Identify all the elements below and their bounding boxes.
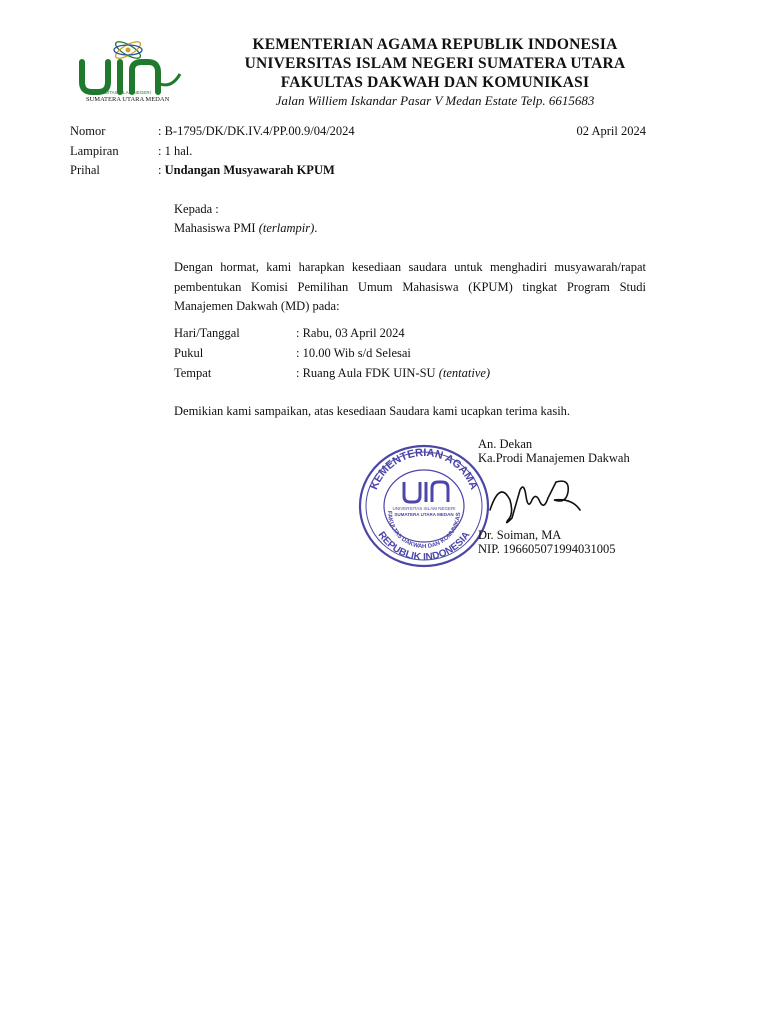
signature-icon: [486, 470, 596, 530]
faculty-heading: FAKULTAS DAKWAH DAN KOMUNIKASI: [280, 74, 590, 91]
detail-label: Pukul: [174, 346, 204, 360]
stamp-ring-text: FAKULTAS DAKWAH DAN KOMUNIKAS: [385, 510, 463, 551]
closing-sentence: Demikian kami sampaikan, atas kesediaan Saudara kami ucapkan terima kasih.: [174, 404, 571, 418]
address-line: Jalan Williem Iskandar Pasar V Medan Estate Telp. 6615683: [275, 93, 595, 108]
university-heading: UNIVERSITAS ISLAM NEGERI SUMATERA UTARA: [244, 55, 626, 72]
kepada-label: Kepada :: [174, 202, 219, 216]
prihal-colon: :: [158, 163, 165, 177]
detail-value-row: [296, 366, 490, 381]
stamp-top-text: KEMENTERIAN AGAMA: [368, 446, 480, 492]
svg-text:KEMENTERIAN AGAMA: [368, 447, 480, 492]
detail-extra: (tentative): [438, 366, 491, 380]
ministry-heading: KEMENTERIAN AGAMA REPUBLIK INDONESIA: [252, 36, 618, 53]
recipient-line: [174, 221, 317, 236]
recipient-name: Mahasiswa PMI: [174, 221, 259, 235]
prihal-label: Prihal: [70, 163, 100, 177]
logo-caption-bottom: SUMATERA UTARA MEDAN: [86, 96, 170, 103]
signatory-name: Dr. Soiman, MA: [478, 528, 562, 542]
detail-label: Hari/Tanggal: [174, 326, 240, 340]
stamp-bottom-text: REPUBLIK INDONESIA: [375, 529, 473, 564]
signature-on-behalf: An. Dekan: [478, 437, 533, 451]
detail-value: : Ruang Aula FDK UIN-SU: [296, 366, 439, 380]
detail-value: : Rabu, 03 April 2024: [296, 326, 405, 340]
recipient-note-end: .: [314, 221, 318, 235]
handwritten-signature: [486, 470, 596, 530]
nomor-label: Nomor: [70, 124, 106, 138]
official-stamp: [356, 442, 492, 570]
prihal-row: [158, 163, 335, 178]
signatory-nip: NIP. 196605071994031005: [478, 542, 616, 556]
recipient-note: (terlampir): [258, 221, 315, 235]
signature-position: Ka.Prodi Manajemen Dakwah: [478, 451, 630, 465]
stamp-inner-bottom: SUMATERA UTARA MEDAN: [394, 512, 454, 517]
stamp-seal-icon: [356, 442, 492, 570]
stamp-inner-top: UNIVERSITAS ISLAM NEGERI: [392, 506, 456, 511]
lampiran-label: Lampiran: [70, 144, 119, 158]
lampiran-value: : 1 hal.: [158, 144, 193, 158]
prihal-value: Undangan Musyawarah KPUM: [164, 163, 335, 177]
detail-label: Tempat: [174, 366, 212, 380]
nomor-value: : B-1795/DK/DK.IV.4/PP.00.9/04/2024: [158, 124, 355, 138]
body-paragraph: Dengan hormat, kami harapkan kesediaan saudara untuk menghadiri musyawarah/rapat pembentukan Komisi Pemilihan Umum Mahasiswa (KPUM) tingkat Program Studi Manajemen Dakwah (MD) pada:: [174, 260, 646, 313]
logo-caption-top: UNIVERSITAS ISLAM NEGERI: [88, 90, 151, 95]
letter-date: 02 April 2024: [576, 124, 646, 138]
detail-value: : 10.00 Wib s/d Selesai: [296, 346, 411, 360]
university-logo: [76, 34, 186, 108]
